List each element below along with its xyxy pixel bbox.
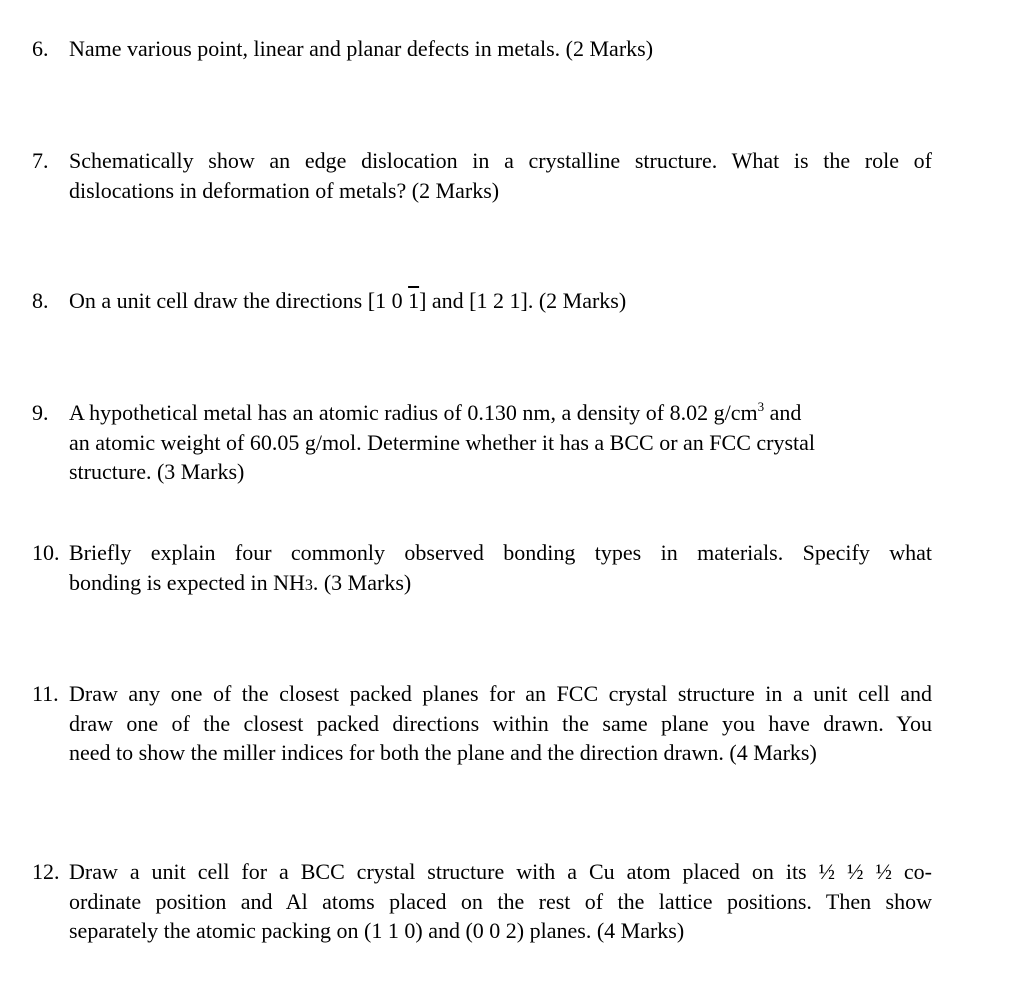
question-number: 12.: [32, 859, 60, 884]
question-number: 6.: [32, 36, 49, 61]
question-number: 11.: [32, 681, 59, 706]
question-text: Schematically show an edge dislocation in a crystalline structure. What is the role of dislocations in deformation of metals? (2 Marks): [69, 148, 932, 203]
question-6: [32, 34, 932, 64]
question-number: 10.: [32, 540, 60, 565]
question-number: 9.: [32, 400, 49, 425]
question-12: [32, 857, 932, 946]
question-11: [32, 679, 932, 768]
question-text: Draw a unit cell for a BCC crystal structure with a Cu atom placed on its ½ ½ ½ co- ordinate position and Al atoms placed on the rest of the lattice positions. Then show separately the atomic packing on (1 1 0) and (0 0 2) planes. (4 Marks): [69, 859, 932, 943]
question-text: On a unit cell draw the directions [1 0 1] and [1 2 1]. (2 Marks): [69, 288, 627, 313]
question-text: Name various point, linear and planar defects in metals. (2 Marks): [69, 36, 654, 61]
question-8: [32, 286, 932, 316]
question-number: 7.: [32, 148, 49, 173]
question-9: [32, 398, 932, 487]
negative-index: 1: [408, 288, 420, 313]
question-7: [32, 146, 932, 205]
question-text: Draw any one of the closest packed planes for an FCC crystal structure in a unit cell and draw one of the closest packed directions within the same plane you have drawn. You need to show the miller indices for both the plane and the direction drawn. (4 Marks): [69, 681, 932, 765]
question-text: A hypothetical metal has an atomic radius of 0.130 nm, a density of 8.02 $g/cm^3$ and an atomic weight of 60.05 g/mol. Determine whether it has a BCC or an FCC crystal structure. (3 Marks): [69, 399, 816, 484]
question-number: 8.: [32, 288, 49, 313]
question-10: [32, 538, 932, 600]
question-text: Briefly explain four commonly observed bonding types in materials. Specify what bonding is expected in NH3. (3 Marks): [69, 540, 932, 595]
